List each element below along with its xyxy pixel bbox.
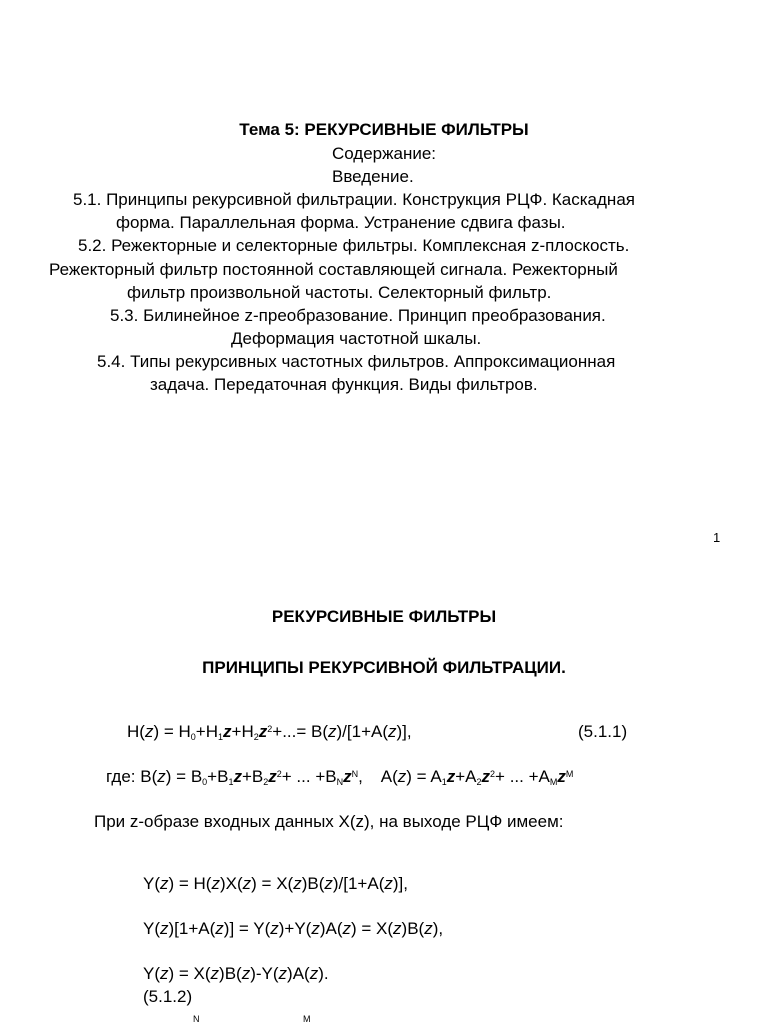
paragraph-input-z: При z-образе входных данных X(z), на выходе РЦФ имеем: <box>94 812 564 831</box>
section-subheading: ПРИНЦИПЫ РЕКУРСИВНОЙ ФИЛЬТРАЦИИ. <box>202 658 566 677</box>
page-title: Тема 5: РЕКУРСИВНЫЕ ФИЛЬТРЫ <box>239 120 529 139</box>
equation-line-2: Y(z)[1+A(z)] = Y(z)+Y(z)A(z) = X(z)B(z), <box>143 919 444 938</box>
toc-line-6: 5.3. Билинейное z-преобразование. Принцип преобразования. <box>110 306 606 325</box>
page-number: 1 <box>713 530 721 545</box>
where-definitions: где: $B(z) = B_0+B_1z+B_2z^2+$ ... $+B_Nz^N$, $A(z) = A_1z+A_2z^2+$ ... $+A_Mz^M$ <box>106 767 574 787</box>
toc-line-2: форма. Параллельная форма. Устранение сдвига фазы. <box>116 213 566 232</box>
contents-heading: Содержание: <box>331 144 437 163</box>
toc-line-8: 5.4. Типы рекурсивных частотных фильтров. Аппроксимационная <box>97 352 616 371</box>
toc-line-4: Режекторный фильтр постоянной составляющей сигнала. Режекторный <box>49 260 618 279</box>
equation-5-1-1: $H(z) = H_0+H_1z+H_2z^2+...= B(z)/[1+A(z)]$, <box>127 722 412 742</box>
equation-line-3: Y(z) = X(z)B(z)-Y(z)A(z). <box>143 964 329 983</box>
section-heading: РЕКУРСИВНЫЕ ФИЛЬТРЫ <box>271 607 497 626</box>
toc-line-3: 5.2. Режекторные и селекторные фильтры. Комплексная z-плоскость. <box>78 236 630 255</box>
toc-line-7: Деформация частотной шкалы. <box>231 329 482 348</box>
toc-line-9: задача. Передаточная функция. Виды фильтров. <box>150 375 538 394</box>
equation-number-5-1-2: (5.1.2) <box>143 987 193 1006</box>
sum-limit-m: M <box>303 1014 311 1024</box>
equation-number-5-1-1: (5.1.1) <box>578 722 628 741</box>
sum-limit-n: N <box>193 1014 200 1024</box>
equation-line-1: Y(z) = H(z)X(z) = X(z)B(z)/[1+A(z)], <box>143 874 408 893</box>
intro-item: Введение. <box>332 167 414 186</box>
where-label: где: <box>106 767 136 786</box>
toc-line-1: 5.1. Принципы рекурсивной фильтрации. Конструкция РЦФ. Каскадная <box>73 190 635 209</box>
toc-line-5: фильтр произвольной частоты. Селекторный фильтр. <box>127 283 552 302</box>
